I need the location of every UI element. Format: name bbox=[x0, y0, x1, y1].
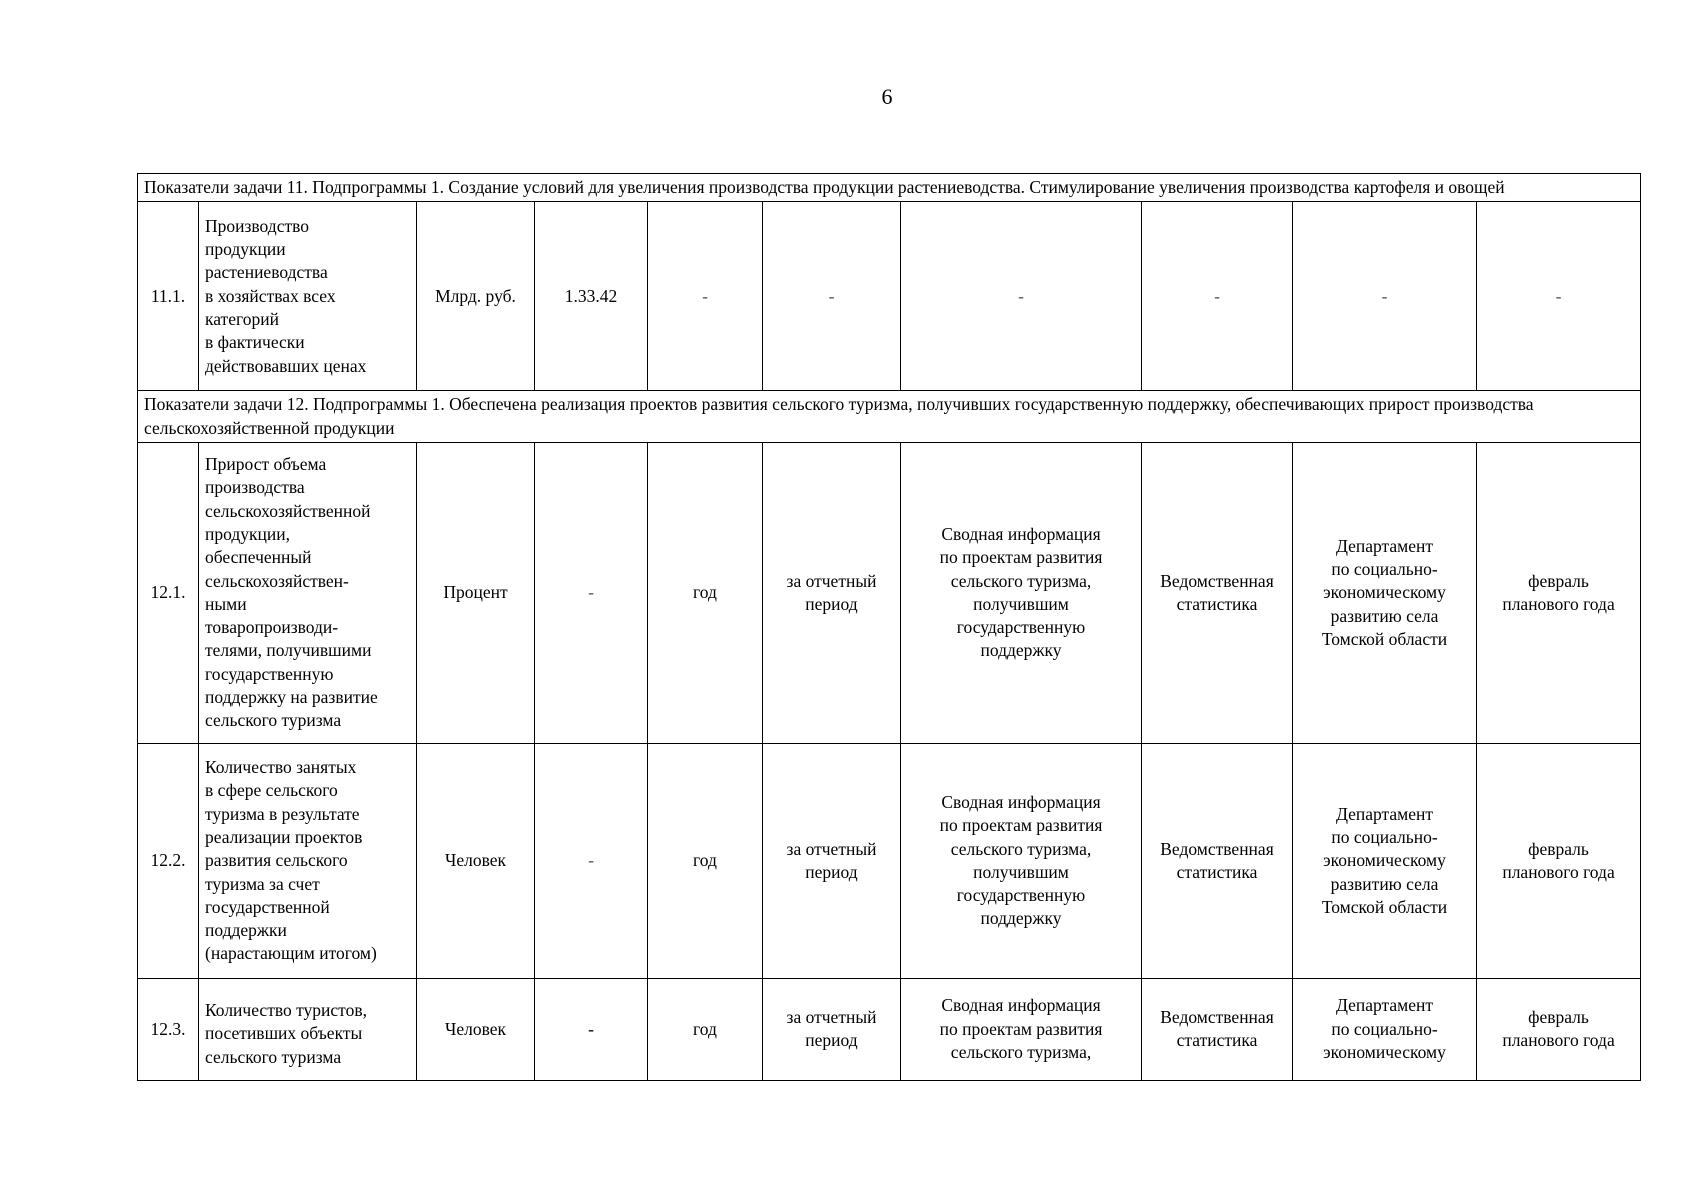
periodicity-cell: год bbox=[648, 442, 763, 743]
unit-cell: Процент bbox=[417, 442, 535, 743]
source-cell: Ведомственная статистика bbox=[1142, 978, 1293, 1080]
row-number: 12.1. bbox=[138, 442, 199, 743]
row-number: 12.2. bbox=[138, 743, 199, 978]
periodicity-cell: год bbox=[648, 743, 763, 978]
unit-cell: Млрд. руб. bbox=[417, 202, 535, 391]
section-title-12: Показатели задачи 12. Подпрограммы 1. Обеспечена реализация проектов развития сельского туризма, получивших государственную поддержку, обеспечивающих прирост производства сельскохозяйственной продукции bbox=[138, 391, 1641, 443]
section-header-row bbox=[138, 391, 1641, 443]
code-cell: 1.33.42 bbox=[535, 202, 648, 391]
unit-cell: Человек bbox=[417, 978, 535, 1080]
time-cell: за отчетный период bbox=[763, 978, 901, 1080]
page-number: 6 bbox=[881, 84, 893, 109]
time-cell: за отчетный период bbox=[763, 743, 901, 978]
responsible-cell: Департамент по социально- экономическому bbox=[1293, 978, 1477, 1080]
indicator-name: Производство продукции растениеводства в хозяйствах всех категорий в фактически действовавших ценах bbox=[199, 202, 417, 391]
indicator-name: Прирост объема производства сельскохозяйственной продукции, обеспеченный сельскохозяйствен- ными товаропроизводи- телями, получившими государственную поддержку на развитие сельского туризма bbox=[199, 442, 417, 743]
deadline-cell: - bbox=[1477, 202, 1641, 391]
method-cell: Сводная информация по проектам развития сельского туризма, bbox=[901, 978, 1142, 1080]
table-row bbox=[138, 202, 1641, 391]
method-cell: - bbox=[901, 202, 1142, 391]
code-cell: - bbox=[535, 743, 648, 978]
table-row bbox=[138, 442, 1641, 743]
source-cell: Ведомственная статистика bbox=[1142, 743, 1293, 978]
indicators-table bbox=[137, 173, 1641, 1081]
table-row bbox=[138, 743, 1641, 978]
section-title-11: Показатели задачи 11. Подпрограммы 1. Создание условий для увеличения производства продукции растениеводства. Стимулирование увеличения производства картофеля и овощей bbox=[138, 174, 1641, 202]
deadline-cell: февраль планового года bbox=[1477, 978, 1641, 1080]
section-header-row bbox=[138, 174, 1641, 202]
deadline-cell: февраль планового года bbox=[1477, 442, 1641, 743]
code-cell: - bbox=[535, 978, 648, 1080]
responsible-cell: Департамент по социально- экономическому развитию села Томской области bbox=[1293, 743, 1477, 978]
periodicity-cell: - bbox=[648, 202, 763, 391]
deadline-cell: февраль планового года bbox=[1477, 743, 1641, 978]
table-row bbox=[138, 978, 1641, 1080]
indicator-name: Количество занятых в сфере сельского туризма в результате реализации проектов развития сельского туризма за счет государственной поддержки (нарастающим итогом) bbox=[199, 743, 417, 978]
time-cell: - bbox=[763, 202, 901, 391]
time-cell: за отчетный период bbox=[763, 442, 901, 743]
row-number: 11.1. bbox=[138, 202, 199, 391]
row-number: 12.3. bbox=[138, 978, 199, 1080]
indicator-name: Количество туристов, посетивших объекты сельского туризма bbox=[199, 978, 417, 1080]
method-cell: Сводная информация по проектам развития сельского туризма, получившим государственную поддержку bbox=[901, 442, 1142, 743]
periodicity-cell: год bbox=[648, 978, 763, 1080]
unit-cell: Человек bbox=[417, 743, 535, 978]
responsible-cell: Департамент по социально- экономическому развитию села Томской области bbox=[1293, 442, 1477, 743]
code-cell: - bbox=[535, 442, 648, 743]
responsible-cell: - bbox=[1293, 202, 1477, 391]
method-cell: Сводная информация по проектам развития сельского туризма, получившим государственную поддержку bbox=[901, 743, 1142, 978]
source-cell: - bbox=[1142, 202, 1293, 391]
source-cell: Ведомственная статистика bbox=[1142, 442, 1293, 743]
